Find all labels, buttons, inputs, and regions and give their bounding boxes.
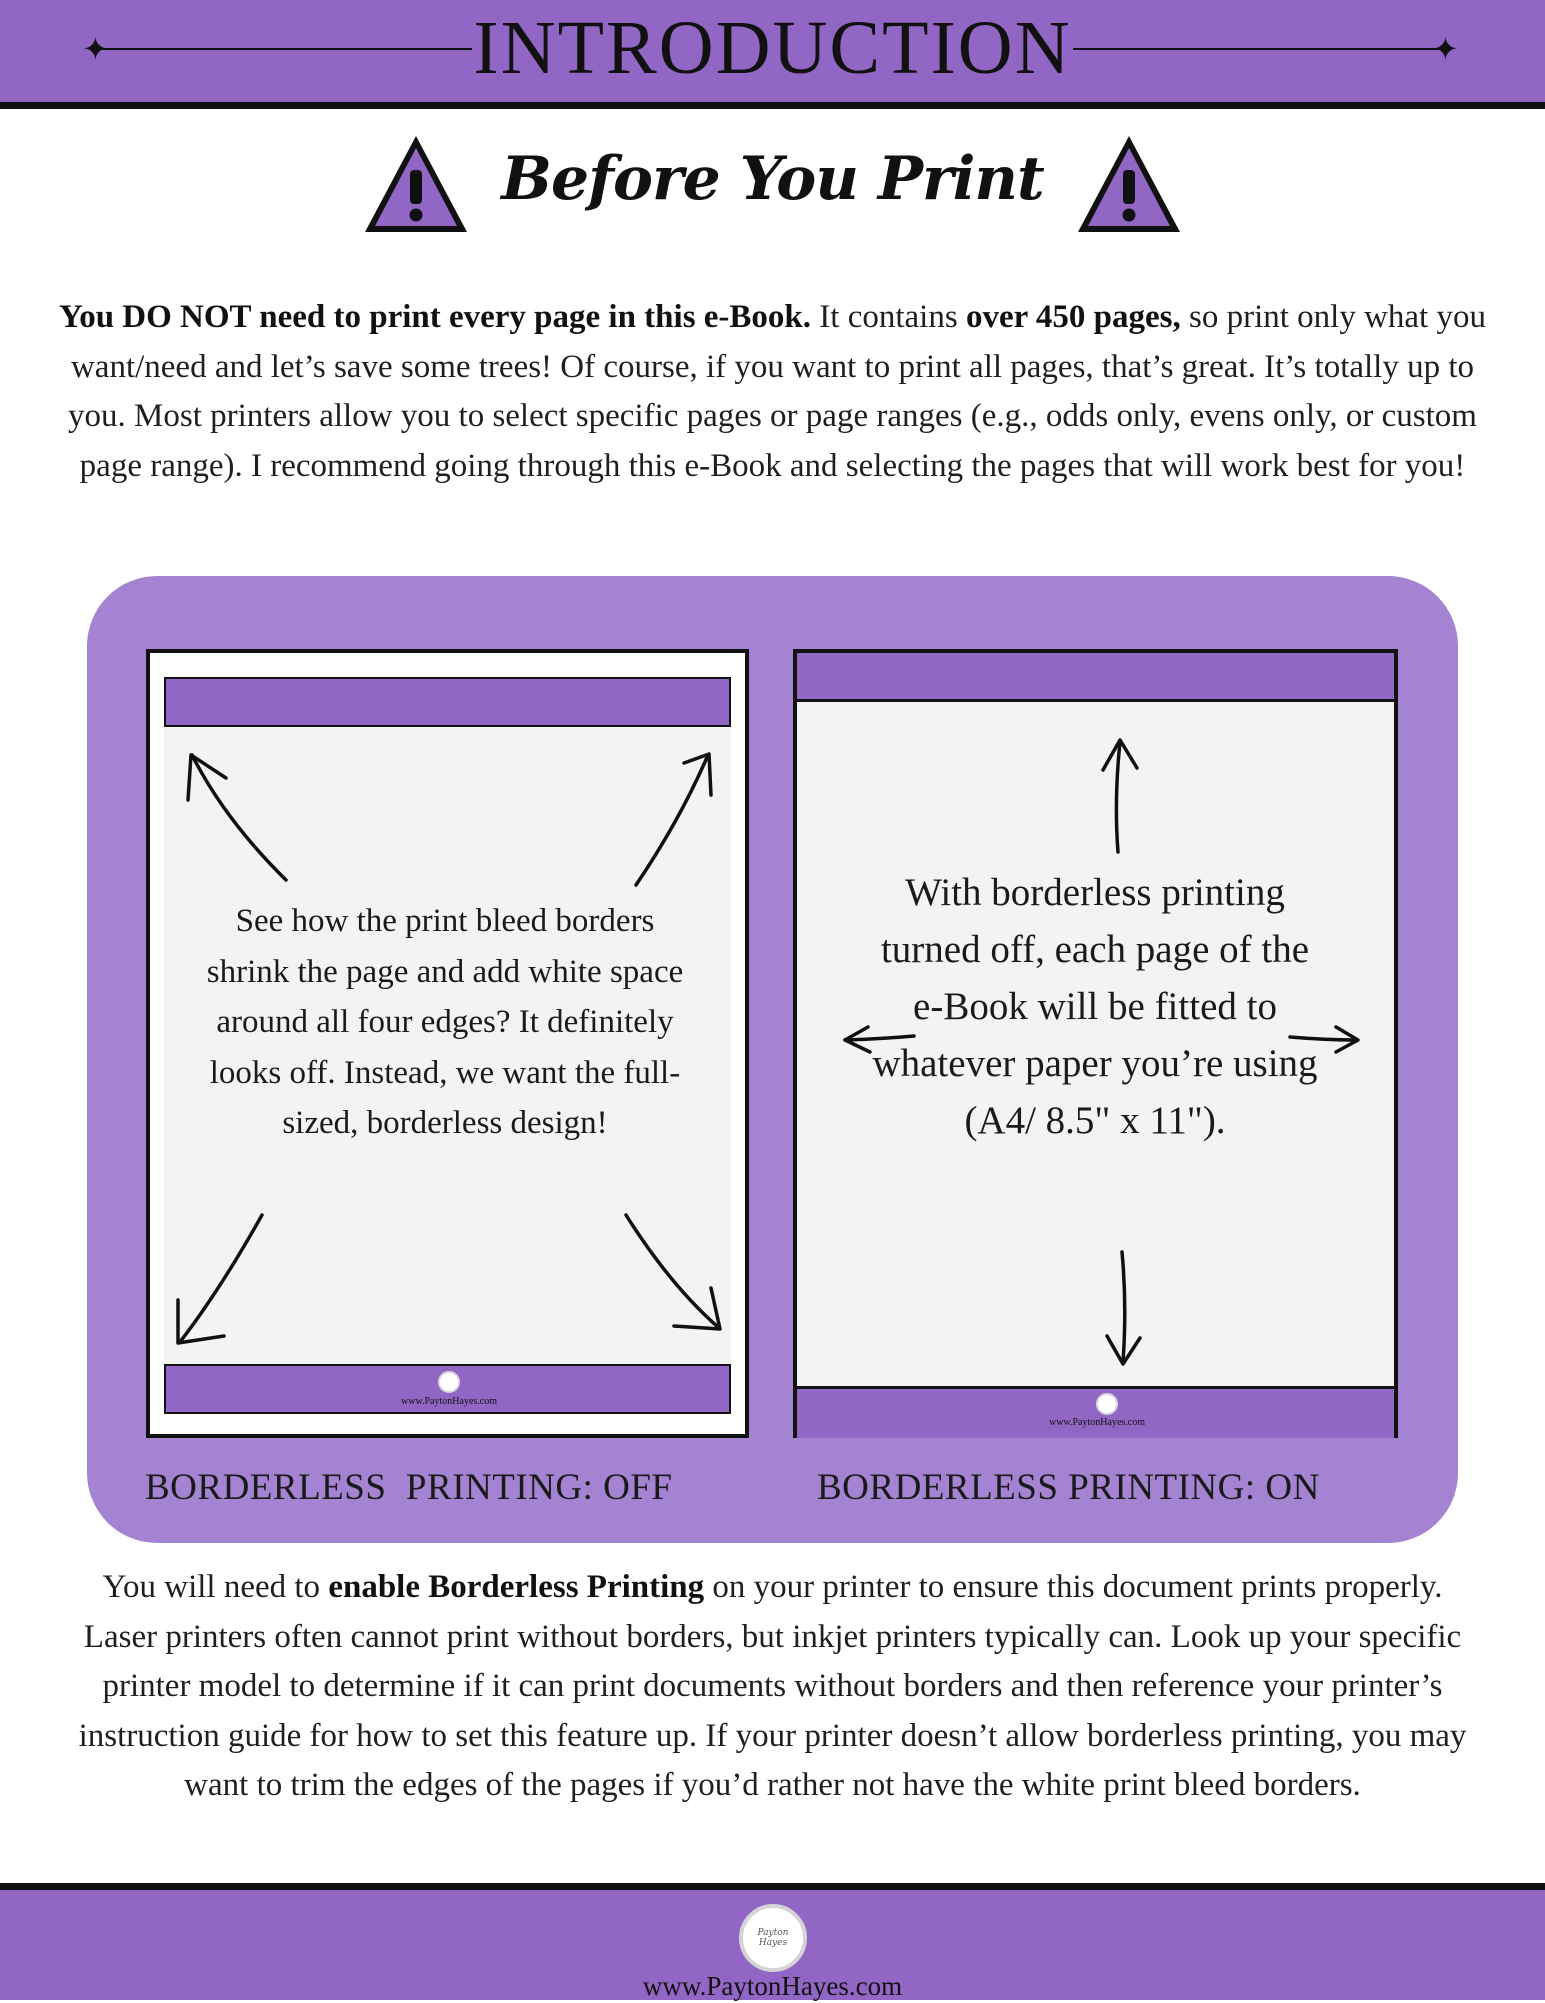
header-divider [0,102,1545,109]
mockup-header-bar [797,653,1394,702]
warning-icon [1074,132,1184,237]
title-line-right [1073,48,1443,50]
mockup-footer-bar [797,1386,1394,1438]
mockup-header-bar [164,677,731,727]
title-line-left [102,48,472,50]
outro-bold-instruction: enable Borderless Printing [328,1569,705,1605]
mockup-footer-bar [164,1364,731,1414]
sparkle-icon: ✦ [1432,31,1459,67]
borderless-off-explanation: See how the print bleed borders shrink the page and add white space around all four edges? It definitely looks off. Instead, we want the full-sized, borderless design! [206,903,684,1141]
mockup-url: www.PaytonHayes.com [400,1396,497,1407]
footer-url-link[interactable]: www.PaytonHayes.com [642,1971,903,2001]
footer-divider [0,1883,1545,1890]
caption-borderless-on: BORDERLESS PRINTING: ON [817,1467,1320,1508]
mini-logo-icon [1096,1393,1118,1415]
brand-logo [739,1904,807,1972]
intro-text: It contains [811,299,966,335]
caption-borderless-off: BORDERLESS PRINTING: OFF [145,1467,673,1508]
borderless-on-explanation: With borderless printing turned off, each page of the e-Book will be fitted to whatever paper you’re using (A4/ 8.5" x 11"). [872,871,1318,1142]
warning-icon [361,132,471,237]
instructions-paragraph [70,1563,1475,1811]
intro-paragraph [40,293,1505,491]
outro-text: on your printer to ensure this document prints properly. Laser printers often cannot print without borders, but inkjet printers typically can. Look up your specific printer model to determine if it can print documents without borders and then reference your printer’s instruction guide for how to set this feature up. If your printer doesn’t allow borderless printing, you may want to trim the edges of the pages if you’d rather not have the white print bleed borders. [78,1569,1467,1803]
mini-logo-icon [438,1371,460,1393]
intro-bold-count: over 450 pages, [965,299,1181,335]
outro-text: You will need to [102,1569,329,1605]
intro-text: so print only what you want/need and let’s save some trees! Of course, if you want to print all pages, that’s great. It’s totally up to you. Most printers allow you to select specific pages or page ranges (e.g., odds only, evens only, or custom page range). I recommend going through this e-Book and selecting the pages that will work best for you! [68,299,1486,484]
section-subtitle: Before You Print [501,144,1044,214]
mockup-url: www.PaytonHayes.com [1048,1417,1145,1428]
intro-bold-statement: You DO NOT need to print every page in this e-Book. [59,299,812,335]
brand-logo-text: Payton Hayes [757,1928,789,1948]
sparkle-icon: ✦ [82,31,109,67]
page-title: INTRODUCTION [473,6,1072,90]
